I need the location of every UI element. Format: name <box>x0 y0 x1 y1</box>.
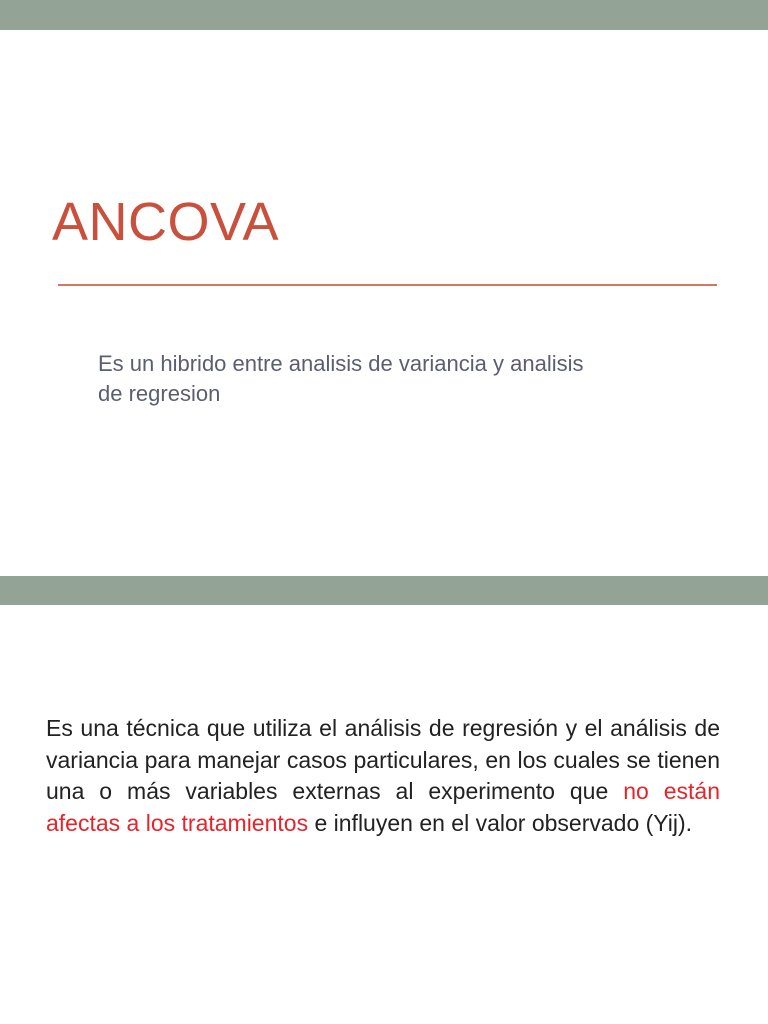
definition-text-end: e influyen en el valor observado (Yij). <box>308 809 693 836</box>
title-divider <box>58 284 717 286</box>
slide-subtitle: Es un hibrido entre analisis de variancia y analisis de regresion <box>98 351 584 406</box>
slide-separator-band <box>0 576 768 605</box>
highlighted-phrase: no están afectas a los tratamientos <box>46 778 720 836</box>
top-band <box>0 0 768 30</box>
definition-paragraph <box>46 713 720 839</box>
definition-text-start: Es una técnica que utiliza el análisis de regresión y el análisis de variancia para manejar casos particulares, en los cuales se tienen una o más variables externas al experimento que <box>46 715 720 804</box>
slide-title: ANCOVA <box>52 192 280 252</box>
